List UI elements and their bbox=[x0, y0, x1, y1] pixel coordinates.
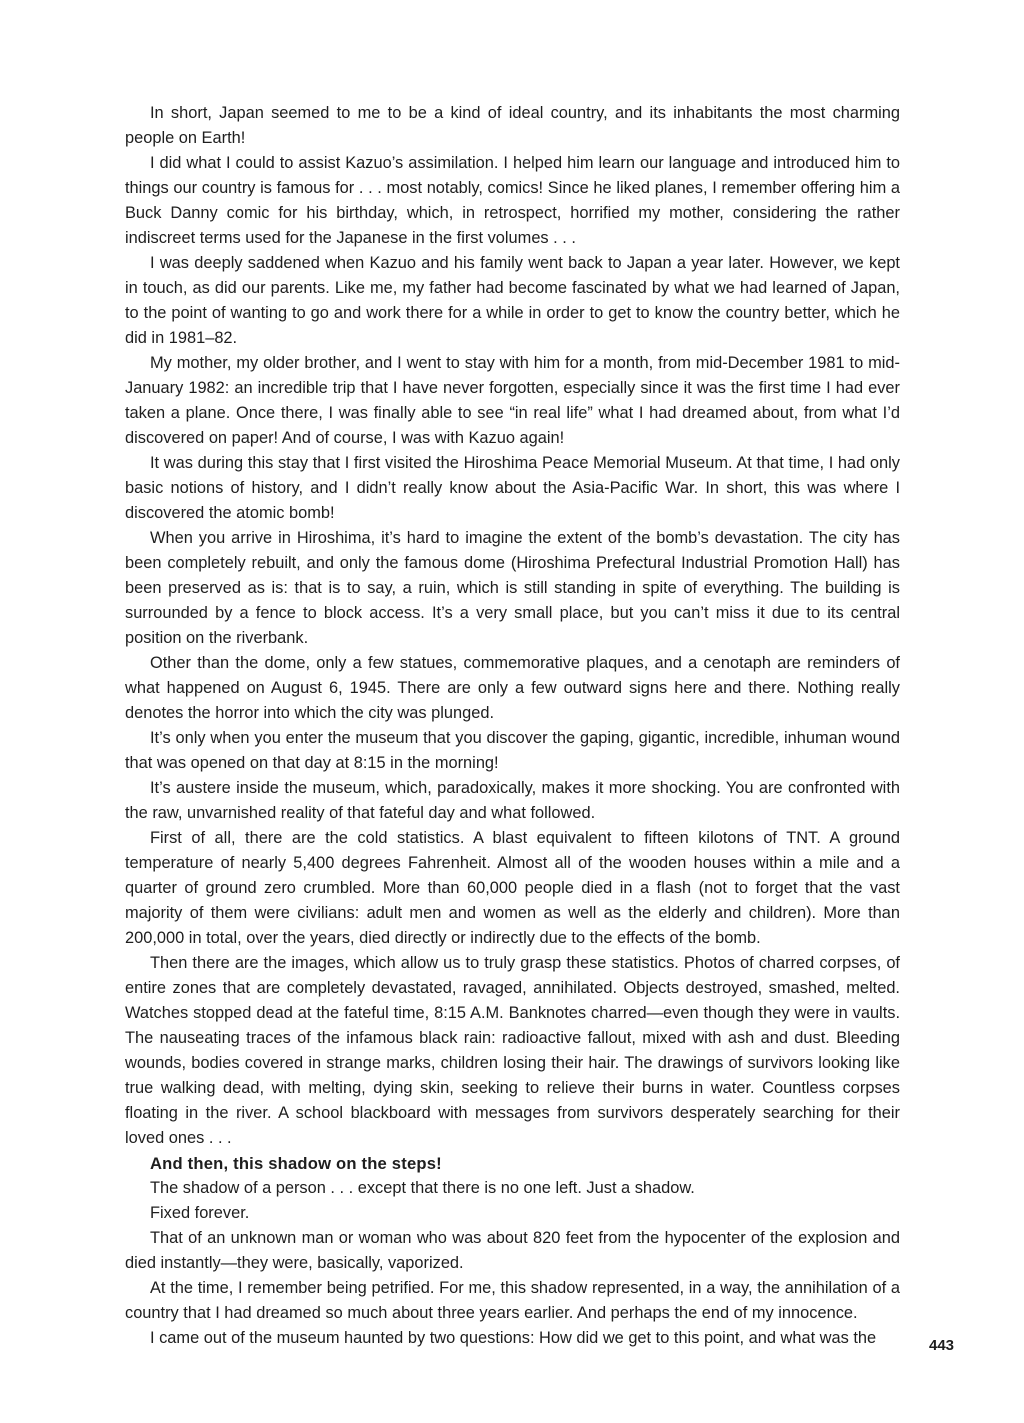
paragraph: My mother, my older brother, and I went to stay with him for a month, from mid-December 1981 to mid-January 1982: an incredible trip that I have never forgotten, especially since it was the first time I had ever taken a plane. Once there, I was finally able to see “in real life” what I had dreamed about, from what I’d discovered on paper! And of course, I was with Kazuo again! bbox=[125, 354, 900, 447]
paragraph: First of all, there are the cold statistics. A blast equivalent to fifteen kilotons of TNT. A ground temperature of nearly 5,400 degrees Fahrenheit. Almost all of the wooden houses within a mile and a quarter of ground zero crumbled. More than 60,000 people died in a flash (not to forget that the vast majority of them were civilians: adult men and women as well as the elderly and children). More than 200,000 in total, over the years, died directly or indirectly due to the effects of the bomb. bbox=[125, 829, 900, 947]
paragraph: It was during this stay that I first visited the Hiroshima Peace Memorial Museum. At that time, I had only basic notions of history, and I didn’t really know about the Asia-Pacific War. In short, this was where I discovered the atomic bomb! bbox=[125, 454, 900, 522]
page-number: 443 bbox=[929, 1337, 955, 1354]
paragraph: In short, Japan seemed to me to be a kind of ideal country, and its inhabitants the most charming people on Earth! bbox=[125, 104, 900, 147]
paragraph: I was deeply saddened when Kazuo and his family went back to Japan a year later. However, we kept in touch, as did our parents. Like me, my father had become fascinated by what we had learned of Japan, to the point of wanting to go and work there for a while in order to get to know the country better, which he did in 1981–82. bbox=[125, 254, 900, 347]
paragraph: I did what I could to assist Kazuo’s assimilation. I helped him learn our language and introduced him to things our country is famous for . . . most notably, comics! Since he liked planes, I remember offering him a Buck Danny comic for his birthday, which, in retrospect, horrified my mother, considering the rather indiscreet terms used for the Japanese in the first volumes . . . bbox=[125, 154, 900, 247]
page-body bbox=[125, 101, 900, 1351]
paragraph: The shadow of a person . . . except that there is no one left. Just a shadow. bbox=[150, 1179, 695, 1197]
paragraph: It’s austere inside the museum, which, paradoxically, makes it more shocking. You are confronted with the raw, unvarnished reality of that fateful day and what followed. bbox=[125, 779, 900, 822]
paragraph: Then there are the images, which allow us to truly grasp these statistics. Photos of charred corpses, of entire zones that are completely devastated, ravaged, annihilated. Objects destroyed, smashed, melted. Watches stopped dead at the fateful time, 8:15 A.M. Banknotes charred—even though they were in vaults. The nauseating traces of the infamous black rain: radioactive fallout, mixed with ash and dust. Bleeding wounds, bodies covered in strange marks, children losing their hair. The drawings of survivors looking like true walking dead, with melting, dying skin, seeking to relieve their burns in water. Countless corpses floating in the river. A school blackboard with messages from survivors desperately searching for their loved ones . . . bbox=[125, 954, 900, 1147]
paragraph: At the time, I remember being petrified. For me, this shadow represented, in a way, the annihilation of a country that I had dreamed so much about three years earlier. And perhaps the end of my innocence. bbox=[125, 1279, 900, 1322]
bold-heading-paragraph: And then, this shadow on the steps! bbox=[150, 1154, 442, 1173]
paragraph: When you arrive in Hiroshima, it’s hard to imagine the extent of the bomb’s devastation. The city has been completely rebuilt, and only the famous dome (Hiroshima Prefectural Industrial Promotion Hall) has been preserved as is: that is to say, a ruin, which is still standing in spite of everything. The building is surrounded by a fence to block access. It’s a very small place, but you can’t miss it due to its central position on the riverbank. bbox=[125, 529, 900, 647]
paragraph: It’s only when you enter the museum that you discover the gaping, gigantic, incredible, inhuman wound that was opened on that day at 8:15 in the morning! bbox=[125, 729, 900, 772]
paragraph: I came out of the museum haunted by two questions: How did we get to this point, and what was the bbox=[150, 1329, 877, 1347]
paragraph: Other than the dome, only a few statues, commemorative plaques, and a cenotaph are reminders of what happened on August 6, 1945. There are only a few outward signs here and there. Nothing really denotes the horror into which the city was plunged. bbox=[125, 654, 900, 722]
paragraph: Fixed forever. bbox=[150, 1204, 250, 1222]
paragraph: That of an unknown man or woman who was about 820 feet from the hypocenter of the explosion and died instantly—they were, basically, vaporized. bbox=[125, 1229, 900, 1272]
